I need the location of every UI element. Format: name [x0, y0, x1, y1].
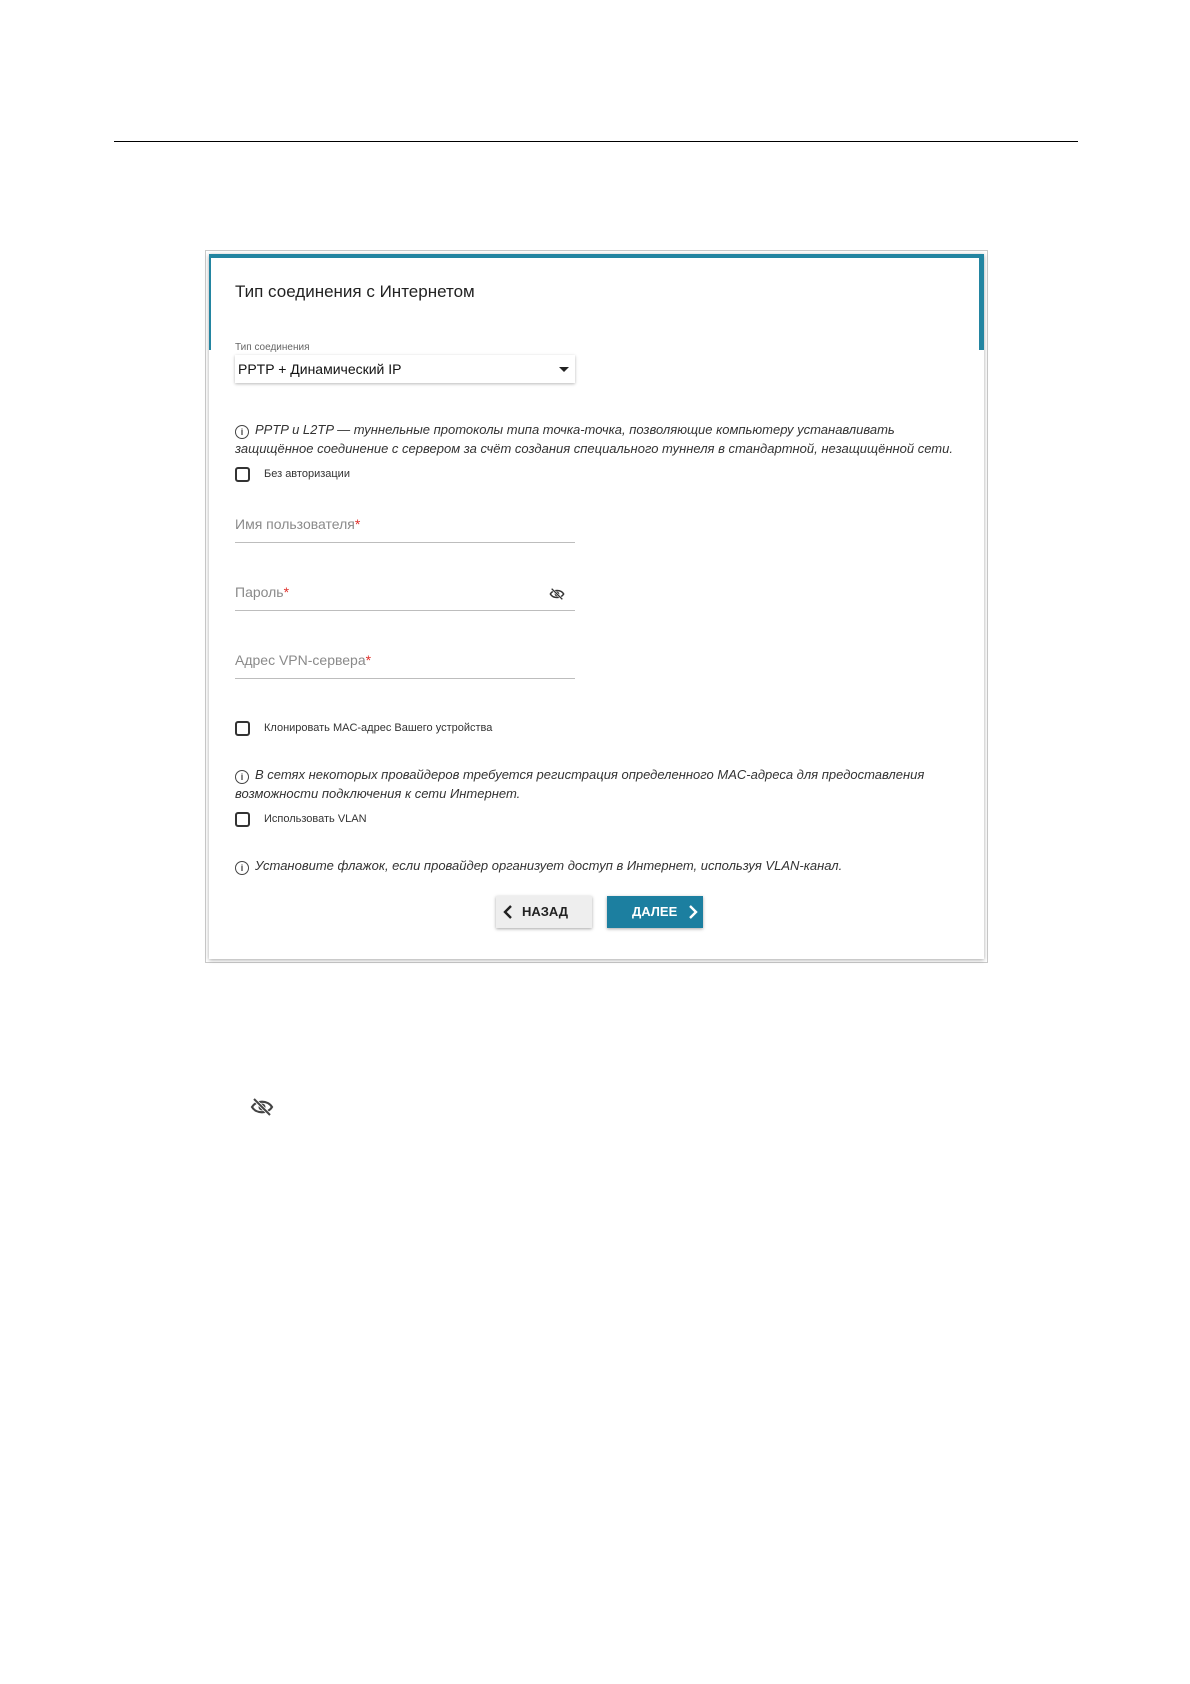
info-vlan-text — [235, 856, 975, 875]
info-icon: i — [235, 770, 249, 784]
info-tunnel-line2: защищённое соединение с сервером за счёт создания специального туннеля в стандартной, незащищённой сети. — [235, 441, 953, 456]
required-mark: * — [354, 516, 361, 532]
connection-type-label: Тип соединения — [235, 342, 310, 353]
password-field[interactable] — [235, 580, 575, 611]
panel-accent-left — [209, 254, 211, 350]
vpn-server-label — [235, 652, 371, 668]
panel-card — [209, 254, 984, 959]
no-auth-checkbox[interactable] — [235, 467, 250, 482]
panel-accent-top — [209, 254, 984, 258]
eye-off-icon — [250, 1097, 274, 1117]
vlan-label: Использовать VLAN — [264, 813, 367, 825]
username-label-text: Имя пользователя — [235, 516, 355, 532]
no-auth-label: Без авторизации — [264, 468, 350, 480]
next-button-label: ДАЛЕЕ — [632, 904, 678, 919]
password-label — [235, 584, 289, 600]
back-button-label: НАЗАД — [522, 904, 569, 919]
info-tunnel-text — [235, 420, 975, 458]
info-mac-line2: возможности подключения к сети Интернет. — [235, 786, 521, 801]
back-button[interactable] — [496, 896, 592, 928]
info-icon: i — [235, 425, 249, 439]
password-label-text: Пароль — [235, 584, 284, 600]
vpn-server-label-text: Адрес VPN-сервера — [235, 652, 366, 668]
next-button[interactable] — [607, 896, 703, 928]
connection-type-select[interactable] — [235, 355, 575, 383]
panel-accent-right — [979, 254, 984, 350]
required-mark: * — [283, 584, 290, 600]
info-icon: i — [235, 861, 249, 875]
connection-type-panel — [205, 250, 988, 963]
page-header-rule — [114, 141, 1078, 142]
connection-type-value: PPTP + Динамический IP — [238, 361, 402, 377]
chevron-left-icon — [502, 904, 514, 920]
required-mark: * — [365, 652, 372, 668]
eye-off-icon[interactable] — [549, 587, 565, 601]
info-vlan-line: Установите флажок, если провайдер организует доступ в Интернет, используя VLAN-канал. — [255, 858, 843, 873]
username-label — [235, 516, 360, 532]
username-field[interactable] — [235, 512, 575, 543]
clone-mac-label: Клонировать MAC-адрес Вашего устройства — [264, 722, 493, 734]
info-tunnel-line1: PPTP и L2TP — туннельные протоколы типа точка-точка, позволяющие компьютеру устанавливать — [255, 422, 895, 437]
vpn-server-field[interactable] — [235, 648, 575, 679]
panel-title: Тип соединения с Интернетом — [235, 282, 475, 301]
info-mac-line1: В сетях некоторых провайдеров требуется регистрация определенного MAC-адреса для предоставления — [255, 767, 925, 782]
vlan-checkbox[interactable] — [235, 812, 250, 827]
clone-mac-checkbox[interactable] — [235, 721, 250, 736]
info-mac-text — [235, 765, 975, 803]
chevron-right-icon — [687, 904, 699, 920]
caret-down-icon — [559, 367, 569, 372]
